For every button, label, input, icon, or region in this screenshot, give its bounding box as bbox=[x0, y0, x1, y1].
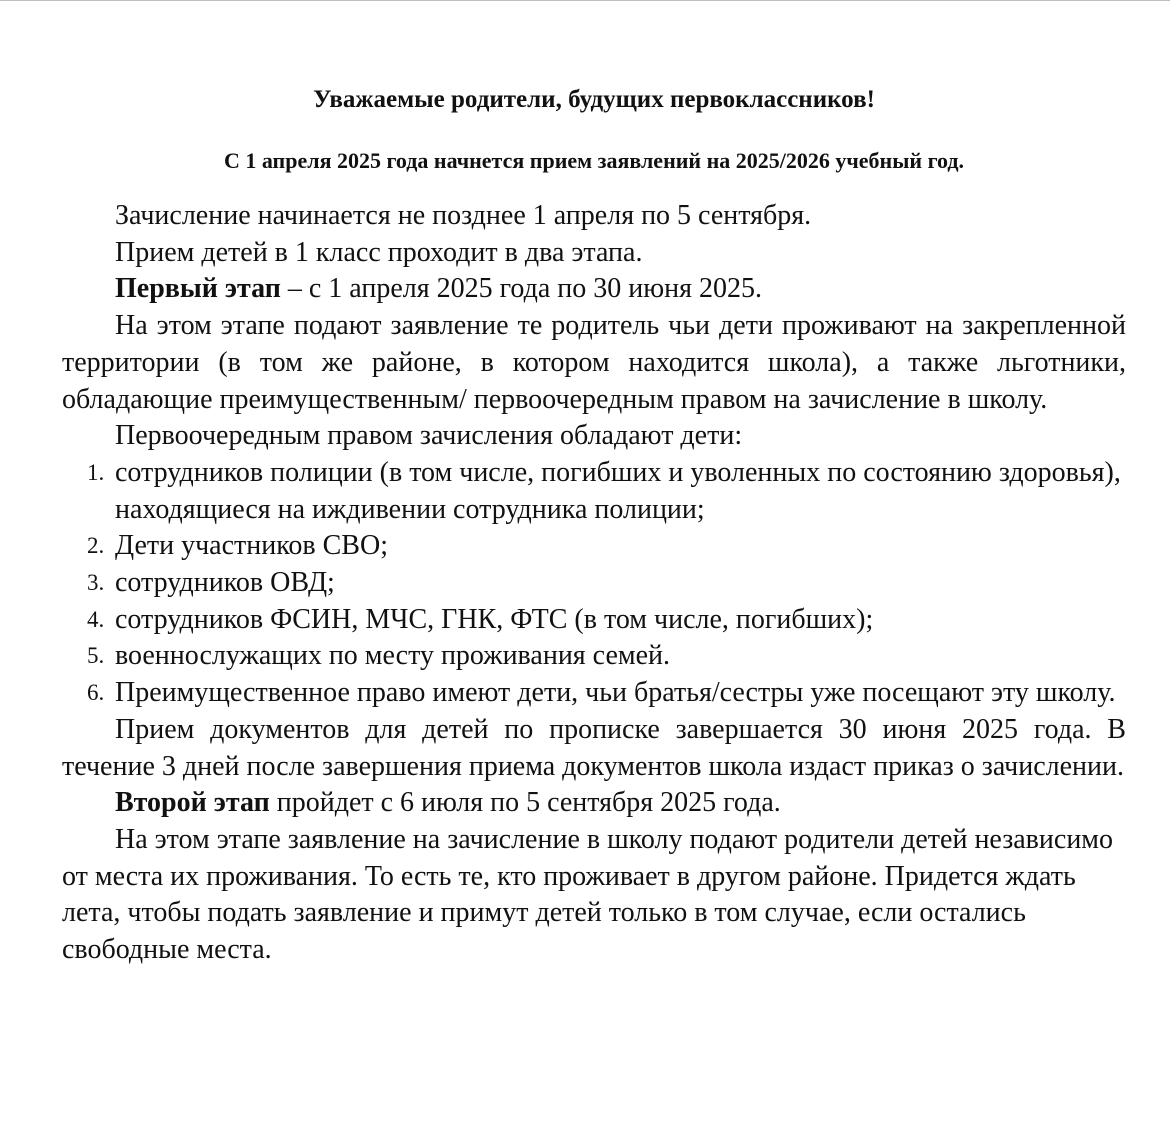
list-item-number: 4. bbox=[87, 606, 105, 632]
paragraph-priority-intro: Первоочередным правом зачисления обладают дети: bbox=[115, 420, 743, 452]
list-item bbox=[87, 565, 1126, 602]
list-item bbox=[87, 638, 1126, 675]
top-border-line bbox=[0, 0, 1170, 1]
second-stage-dates: пройдет с 6 июля по 5 сентября 2025 года. bbox=[269, 787, 781, 819]
list-item bbox=[87, 455, 1126, 528]
list-item-number: 5. bbox=[87, 643, 105, 669]
list-item bbox=[87, 602, 1126, 639]
paragraph-documents-deadline: Прием документов для детей по прописке завершается 30 июня 2025 года. В течение 3 дней после завершения приема документов школа издаст приказ о зачислении. bbox=[62, 713, 1126, 782]
list-item-text: военнослужащих по месту проживания семей. bbox=[115, 640, 671, 672]
document-title: Уважаемые родители, будущих первоклассников! bbox=[313, 86, 875, 113]
list-item-number: 2. bbox=[87, 533, 105, 559]
list-item-text: Преимущественное право имеют дети, чьи братья/сестры уже посещают эту школу. bbox=[115, 677, 1116, 709]
list-item-text: Дети участников СВО; bbox=[115, 530, 388, 562]
list-item-text: сотрудников полиции (в том числе, погибших и уволенных по состоянию здоровья), находящиеся на иждивении сотрудника полиции; bbox=[115, 456, 1121, 525]
document-subtitle: С 1 апреля 2025 года начнется прием заявлений на 2025/2026 учебный год. bbox=[223, 148, 965, 173]
document-body bbox=[62, 198, 1126, 969]
priority-list bbox=[62, 455, 1126, 712]
list-item bbox=[87, 528, 1126, 565]
paragraph-second-stage-details: На этом этапе заявление на зачисление в школу подают родители детей независимо от места их проживания. То есть те, кто проживает в другом районе. Придется ждать лета, чтобы подать заявление и примут детей только в том случае, если остались свободные места. bbox=[62, 823, 1114, 966]
list-item-number: 1. bbox=[87, 459, 105, 485]
list-item-number: 3. bbox=[87, 570, 105, 596]
list-item-text: сотрудников ОВД; bbox=[115, 567, 335, 599]
paragraph-second-stage bbox=[62, 785, 1126, 822]
paragraph-first-stage-details: На этом этапе подают заявление те родитель чьи дети проживают на закрепленной территории (в том же районе, в котором находится школа), а также льготники, обладающие преимущественным/ первоочередным правом на зачисление в школу. bbox=[62, 310, 1126, 415]
document-page bbox=[62, 84, 1126, 969]
first-stage-label: Первый этап bbox=[115, 273, 281, 305]
list-item-number: 6. bbox=[87, 680, 105, 706]
first-stage-dates: – с 1 апреля 2025 года по 30 июня 2025. bbox=[280, 273, 763, 305]
paragraph-two-stages: Прием детей в 1 класс проходит в два этапа. bbox=[115, 236, 643, 268]
second-stage-label: Второй этап bbox=[115, 787, 270, 819]
list-item-text: сотрудников ФСИН, МЧС, ГНК, ФТС (в том числе, погибших); bbox=[115, 603, 874, 635]
paragraph-first-stage bbox=[62, 271, 1126, 308]
paragraph-enrollment-period: Зачисление начинается не позднее 1 апреля по 5 сентября. bbox=[115, 200, 812, 231]
list-item bbox=[87, 675, 1126, 712]
